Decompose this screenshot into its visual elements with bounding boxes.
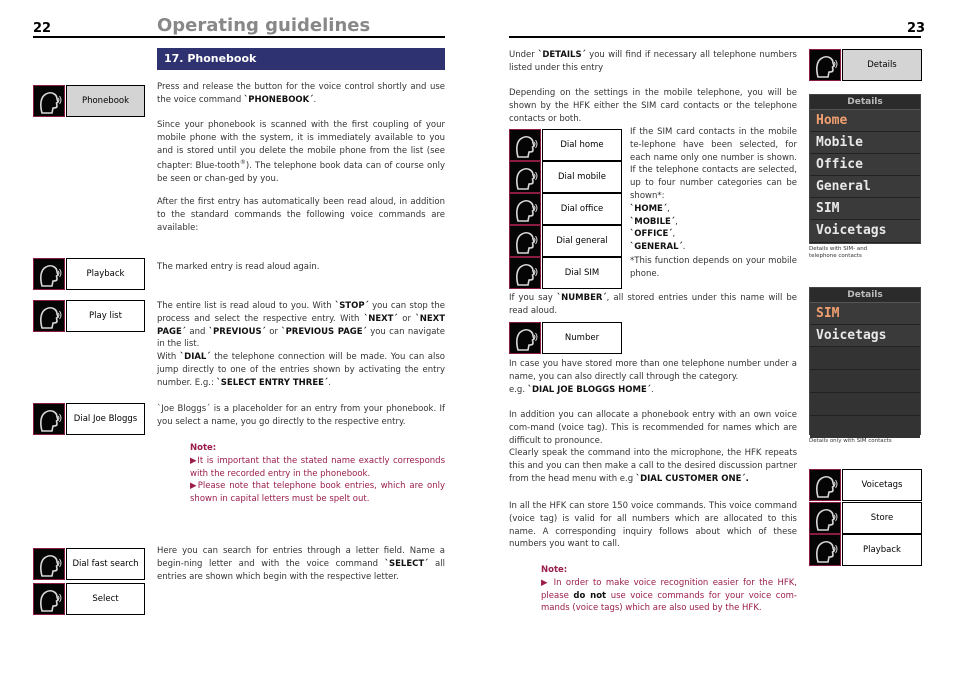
joe-bloggs-text: `Joe Bloggs´ is a placeholder for an entry from your phonebook. If you select a name, you go directly to the respective entry. [157, 404, 445, 427]
voice-head-icon [33, 403, 65, 435]
cmd-label: Phonebook [66, 85, 145, 117]
cmd-label: Dial general [542, 225, 622, 257]
voice-head-icon [33, 548, 65, 580]
cmd-label: Dial Joe Bloggs [66, 403, 145, 435]
cmd-label: Voicetags [842, 469, 922, 501]
details-screen-sim [809, 287, 921, 435]
phonebook-intro: Press and release the button for the voice control shortly and use the voice command `PHONEBOOK´. [157, 82, 445, 105]
phonebook-commands-text: After the first entry has automatically been read aloud, in addition to the standard commands the following voice commands are available: [157, 197, 445, 233]
right-note: Note: ▶ In order to make voice recognition easier for the HFK, please do not use voice commands for your voice com-mands (voice tags) which are also used by the HFK. [541, 565, 797, 614]
screen-header: Details [810, 95, 920, 110]
phonebook-storage-text: Since your phonebook is scanned with the first coupling of your mobile phone with the system, it is immediately available to you and is stored until you delete the mobile phone from the list (see chapter: Blue-tooth®). The telephone book data can of course only be seen or chan-ged by you. [157, 120, 445, 185]
header-rule-right [509, 36, 921, 38]
screen-item: SIM [810, 303, 920, 325]
screen-item: Office [810, 154, 920, 176]
screen-item: Mobile [810, 132, 920, 154]
voice-head-icon [509, 225, 541, 257]
voice-head-icon [809, 49, 841, 81]
cmd-label: Dial fast search [66, 548, 145, 580]
cmd-label: Playback [66, 258, 145, 290]
voice-command-limit-text: In all the HFK can store 150 voice commands. This voice command (voice tag) is valid for all numbers which are allocated to this name. A corresponding inquiry follows about which of these numbers you want to call. [509, 501, 797, 550]
cmd-label: Dial office [542, 193, 622, 225]
screen-item: General [810, 176, 920, 198]
voice-head-icon [509, 322, 541, 354]
section-title: 17. Phonebook [157, 48, 445, 70]
contacts-settings-text: Depending on the settings in the mobile telephone, you will be shown by the HFK either the SIM card contacts or the telephone contacts or both. [509, 88, 797, 124]
cmd-label: Select [66, 583, 145, 615]
play-list-text: The entire list is read aloud to you. With `STOP´ you can stop the process and select the respective entry. With `NEXT´ or `NEXT PAGE´ and `PREVIOUS´ or `PREVIOUS PAGE´ you can navigate in the list. [157, 301, 445, 350]
screen-empty-row [810, 347, 920, 370]
cmd-label: Dial home [542, 129, 622, 161]
cmd-label: Dial mobile [542, 161, 622, 193]
page-number-left: 22 [33, 21, 52, 36]
cmd-label: Details [842, 49, 922, 81]
screen2-caption: Details only with SIM contacts [809, 438, 892, 444]
voice-head-icon [509, 257, 541, 289]
cmd-label: Number [542, 322, 622, 354]
page-number-right: 23 [907, 21, 926, 36]
screen-empty-row [810, 393, 920, 416]
voice-head-icon [33, 300, 65, 332]
voice-head-icon [33, 583, 65, 615]
cmd-label: Playback [842, 534, 922, 566]
screen-header: Details [810, 288, 920, 303]
footnote-text: *This function depends on your mobile phone. [630, 256, 797, 279]
voice-head-icon [809, 469, 841, 501]
voice-head-icon [33, 85, 65, 117]
screen-item: Home [810, 110, 920, 132]
page-title: Operating guidelines [157, 15, 371, 36]
screen-item: Voicetags [810, 325, 920, 347]
cmd-label: Dial SIM [542, 257, 622, 289]
voice-head-icon [809, 534, 841, 566]
sim-contacts-text: If the SIM card contacts in the mobile te-lephone have been selected, for each name only one number is shown. If the telephone contacts are selected, up to four number categories can be shown*: `HOME´, `MOBILE´, `OFFICE´, `GENERAL´. [630, 127, 797, 253]
number-text: If you say `NUMBER´, all stored entries under this name will be read aloud. [509, 293, 798, 316]
playback-text: The marked entry is read aloud again. [157, 262, 320, 272]
screen-item: Voicetags [810, 220, 920, 242]
voice-head-icon [809, 502, 841, 534]
category-dial-text: In case you have stored more than one telephone number under a name, you can also directly call through the category. e.g. `DIAL JOE BLOGGS HOME´. [509, 359, 797, 395]
left-note: Note: ▶It is important that the stated name exactly corresponds with the recorded entry in the phonebook. ▶Please note that telephone book entries, which are only shown in capital letters must be spelt out. [190, 443, 445, 505]
dial-text: With `DIAL´ the telephone connection will be made. You can also jump directly to one of the entries shown by activating the entry number. E.g.: `SELECT ENTRY THREE´. [157, 352, 445, 388]
details-screen-full [809, 94, 921, 244]
cmd-label: Play list [66, 300, 145, 332]
voice-head-icon [509, 193, 541, 225]
voice-tag-text: In addition you can allocate a phonebook entry with an own voice com-mand (voice tag). This is recommended for names which are difficult to pronounce. Clearly speak the command into the microphone, the HFK repeats this and you can then make a call to the desired discussion partner from the head menu with e.g `DIAL CUSTOMER ONE´. [509, 410, 797, 484]
screen-empty-row [810, 370, 920, 393]
voice-head-icon [509, 129, 541, 161]
voice-head-icon [33, 258, 65, 290]
screen1-caption: Details with SIM- and telephone contacts [809, 246, 868, 259]
header-rule-left [33, 36, 445, 38]
screen-item: SIM [810, 198, 920, 220]
details-text: Under `DETAILS´ you will find if necessary all telephone numbers listed under this entry [509, 50, 797, 73]
screen-empty-row [810, 416, 920, 438]
cmd-label: Store [842, 502, 922, 534]
fast-search-text: Here you can search for entries through a letter field. Name a begin-ning letter and with the voice command `SELECT´ all entries are shown which begin with the respective letter. [157, 546, 445, 582]
voice-head-icon [509, 161, 541, 193]
